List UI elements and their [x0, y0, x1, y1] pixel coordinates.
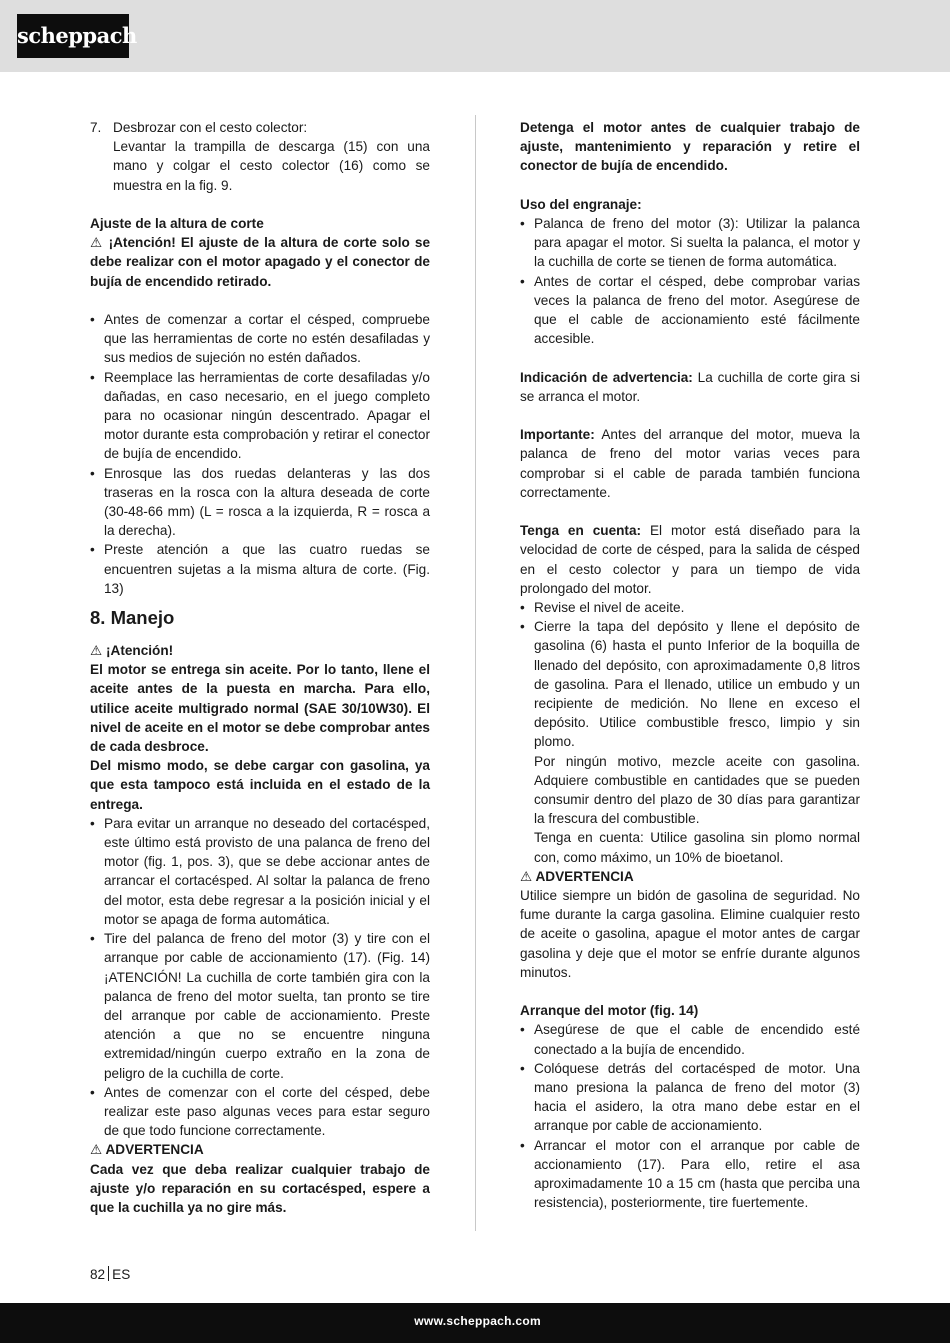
list-item: • Reemplace las herramientas de corte desafiladas y/o dañadas, en caso necesario, en el juego completo para no ocasionar ningún descentrado. Apagar el motor durante esta comprobación y retirar el conector de bujía de encendido. [90, 369, 430, 462]
page-header [0, 0, 950, 72]
importante-paragraph: Importante: Antes del arranque del motor, mueva la palanca de freno del motor varias veces para comprobar si el cable de parada también funciona correctamente. [520, 427, 860, 500]
warning-icon: ⚠ [90, 235, 104, 251]
list-item: • Tire del palanca de freno del motor (3) y tire con el arranque por cable de accionamiento (17). (Fig. 14) ¡ATENCIÓN! La cuchilla de corte también gira con la palanca de freno del motor suelta, tan pronto se tire del arranque por cable de accionamiento. Preste atención a que no se encuentre ninguna extremidad/ningún cuerpo extraño en la zona de peligro de la cuchilla de corte. [90, 931, 430, 1081]
oil-notice: El motor se entrega sin aceite. Por lo tanto, llene el aceite antes de la puesta en marcha. Para ello, utilice aceite multigrado normal (SAE 30/10W30). El nivel de aceite en el motor se debe comprobar antes de cada desbroce. [90, 662, 430, 755]
advertencia-text: Utilice siempre un bidón de gasolina de seguridad. No fume durante la carga gasolina. Elimine cualquier resto de aceite o gasolina, apague el motor antes de cargar gasolina y deje que el motor se enfríe durante algunos minutos. [520, 888, 860, 980]
item-7-text: Levantar la trampilla de descarga (15) con una mano y colgar el cesto colector (16) como se muestra en la fig. 9. [113, 139, 430, 193]
stop-motor-notice: Detenga el motor antes de cualquier trabajo de ajuste, mantenimiento y reparación y retire el conector de bujía de encendido. [520, 120, 860, 174]
page-footer [0, 1303, 950, 1343]
page-number: 82 ES [90, 1267, 131, 1282]
website-link[interactable]: www.scheppach.com [414, 1314, 541, 1328]
list-item: • Para evitar un arranque no deseado del cortacésped, este último está provisto de una palanca de freno del motor (fig. 1, pos. 3), que se debe accionar antes de arrancar el cortacésped. Al soltar la palanca de freno del motor, esta debe regresar a la posición inicial y el motor se apaga de forma automática. [90, 815, 430, 927]
list-item: • Antes de cortar el césped, debe comprobar varias veces la palanca de freno del motor. Asegúrese de que el cable de accionamiento esté fácilmente accesible. [520, 273, 860, 347]
scheppach-logo: scheppach [17, 14, 129, 58]
warning-icon: ⚠ [520, 868, 533, 884]
indented-paragraph: Tenga en cuenta: Utilice gasolina sin plomo normal con, como máximo, un 10% de bioetanol. [534, 830, 860, 865]
list-item: • Revise el nivel de aceite. [520, 600, 685, 616]
uso-title: Uso del engranaje: [520, 196, 642, 212]
item-7-heading: Desbrozar con el cesto colector: [113, 120, 308, 135]
advertencia-text: Cada vez que deba realizar cualquier trabajo de ajuste y/o reparación en su cortacésped, espere a que la cuchilla ya no gire más. [90, 1161, 430, 1215]
list-item: • Antes de comenzar a cortar el césped, compruebe que las herramientas de corte no estén desafiladas y sus medios de sujeción no estén dañados. [90, 312, 430, 366]
list-item: • Colóquese detrás del cortacésped de motor. Una mano presiona la palanca de freno del motor (3) hacia el asidero, la otra mano debe estar en el arranque por cable de accionamiento. [520, 1060, 860, 1134]
arranque-title: Arranque del motor (fig. 14) [520, 1003, 699, 1019]
advertencia-heading: ⚠ ADVERTENCIA [90, 1142, 204, 1158]
numbered-item-7 [90, 118, 430, 195]
indicacion-paragraph: Indicación de advertencia: La cuchilla de corte gira si se arranca el motor. [520, 369, 861, 404]
item-number: 7. [90, 120, 102, 135]
right-column [520, 118, 860, 1213]
advertencia-heading: ⚠ ADVERTENCIA [520, 868, 634, 884]
fuel-notice: Del mismo modo, se debe cargar con gasolina, ya que esta tampoco está incluida en el estado de la entrega. [90, 758, 430, 812]
column-divider [475, 115, 476, 1231]
attention-heading: ⚠ ¡Atención! [90, 643, 174, 659]
list-item: • Preste atención a que las cuatro ruedas se encuentren sujetas a la misma altura de corte. (Fig. 13) [90, 542, 430, 596]
cut-height-warning: ⚠ ¡Atención! El ajuste de la altura de corte solo se debe realizar con el motor apagado y el conector de bujía de encendido retirado. [90, 235, 431, 289]
tenga-paragraph: Tenga en cuenta: El motor está diseñado para la velocidad de corte de césped, para la salida de césped en el cesto colector y para un tiempo de vida prolongado del motor. [520, 523, 861, 596]
list-item: • Cierre la tapa del depósito y llene el depósito de gasolina (6) hasta el punto Inferior de la boquilla de llenado del depósito, con aproximadamente 0,8 litros de gasolina. Para el llenado, utilice un embudo y un recipiente de medición. No llene en exceso el depósito. Utilice combustible fresco, limpio y sin plomo. [520, 619, 860, 750]
section-heading-manejo: 8. Manejo [90, 607, 175, 629]
left-column [90, 118, 430, 1217]
cut-height-title: Ajuste de la altura de corte [90, 216, 264, 231]
list-item: • Palanca de freno del motor (3): Utilizar la palanca para apagar el motor. Si suelta la palanca, el motor y la cuchilla de corte se tienen de forma automática. [520, 216, 860, 270]
list-item: • Asegúrese de que el cable de encendido esté conectado a la bujía de encendido. [520, 1022, 860, 1057]
warning-icon: ⚠ [90, 643, 103, 659]
list-item: • Arrancar el motor con el arranque por cable de accionamiento (17). Para ello, retire el asa aproximadamente 10 a 15 cm (hasta que perciba una resistencia), posteriormente, tire fuertemente. [520, 1137, 860, 1211]
warning-icon: ⚠ [90, 1142, 103, 1158]
indented-paragraph: Por ningún motivo, mezcle aceite con gasolina. Adquiere combustible en cantidades que se pueden consumir dentro del plazo de 30 días para garantizar la frescura del combustible. [534, 753, 860, 827]
list-item: • Antes de comenzar con el corte del césped, debe realizar este paso algunas veces para estar seguro de que todo funcione correctamente. [90, 1084, 430, 1139]
list-item: • Enrosque las dos ruedas delanteras y las dos traseras en la rosca con la altura deseada de corte (30-48-66 mm) (L = rosca a la izquierda, R = rosca a la derecha). [90, 465, 430, 539]
